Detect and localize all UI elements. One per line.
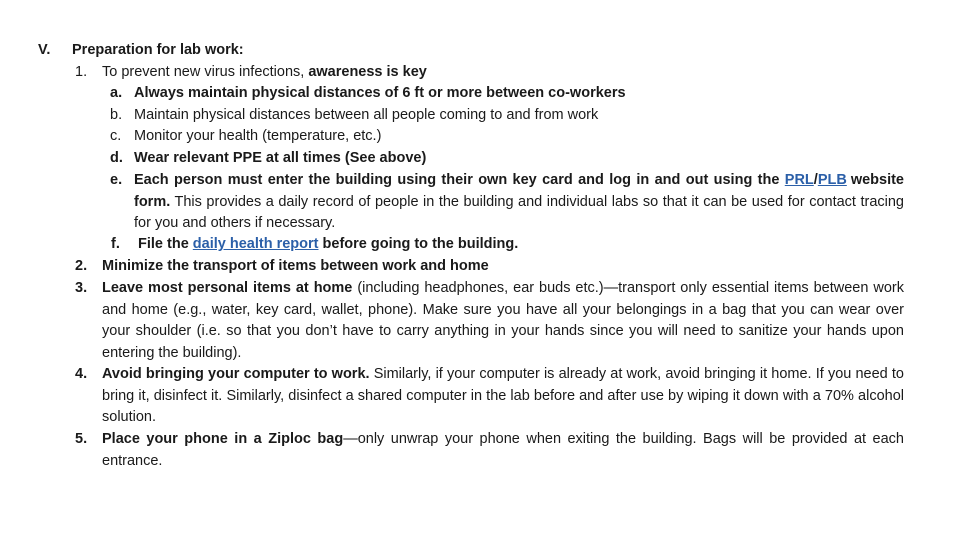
subitem-a-text: Always maintain physical distances of 6 ft or more between co-workers (134, 85, 626, 101)
prl-link[interactable]: PRL (784, 172, 814, 188)
item-5-number: 5. (75, 431, 88, 447)
subitem-b-text: Maintain physical distances between all people coming to and from work (134, 107, 599, 123)
item-3-bold: Leave most personal items at home (102, 280, 353, 296)
item-1-number: 1. (75, 64, 88, 80)
item-4-text (102, 364, 904, 429)
section-label: V. (38, 42, 51, 58)
subitem-f-text-a: File the (138, 236, 193, 252)
subitem-c-text: Monitor your health (temperature, etc.) (134, 128, 382, 144)
daily-health-report-link[interactable]: daily health report (192, 236, 319, 252)
item-2-text: Minimize the transport of items between work and home (102, 258, 489, 274)
subitem-f-label: f. (111, 236, 120, 252)
subitem-e-bold: Each person must enter the building using their own key card and log in and out using the (134, 172, 785, 188)
item-5-rest: —only unwrap your phone when exiting the building. Bags will be provided at each entrance. (102, 431, 904, 469)
subitem-d-text: Wear relevant PPE at all times (See above) (134, 150, 427, 166)
item-3-rest: (including headphones, ear buds etc.)—transport only essential items between work and home (e.g., water, key card, wallet, phone). Make sure you have all your belongings in a bag that you can wear over your shoulder (i.e. so that you don’t have to carry anything in your hands since you will need to sanitize your hands upon entering the building). (102, 280, 904, 361)
subitem-f-text-b: before going to the building. (318, 236, 519, 252)
subitem-e-rest: This provides a daily record of people in the building and individual labs so that it can be used for contact tracing for you and others if necessary. (134, 193, 904, 232)
item-3-text (102, 278, 904, 364)
subitem-c-label: c. (110, 128, 122, 144)
item-4-rest: Similarly, if your computer is already at work, avoid bringing it home. If you need to bring it, disinfect it. Similarly, disinfect a shared computer in the lab before and after use by wiping it down with a 70% alcohol solution. (102, 366, 904, 426)
subitem-b-label: b. (110, 107, 123, 123)
item-1-text-b: awareness is key (308, 64, 427, 80)
subitem-d-label: d. (110, 150, 123, 166)
subitem-a-label: a. (110, 85, 123, 101)
item-4-bold: Avoid bringing your computer to work. (102, 366, 370, 382)
item-3-number: 3. (75, 280, 88, 296)
plb-link[interactable]: PLB (817, 172, 847, 188)
item-1-text (102, 62, 427, 83)
item-4-number: 4. (75, 366, 88, 382)
subitem-e-text (134, 170, 904, 235)
subitem-e-slash: / (813, 172, 818, 188)
subitem-e-bold2: website form. (134, 172, 904, 210)
item-1-text-a: To prevent new virus infections, (102, 64, 309, 80)
item-2-number: 2. (75, 258, 88, 274)
section-title: Preparation for lab work: (72, 42, 244, 58)
item-5-bold: Place your phone in a Ziploc bag (102, 431, 344, 447)
item-5-text (102, 429, 904, 472)
subitem-f-text (138, 234, 518, 255)
subitem-e-label: e. (110, 172, 123, 188)
